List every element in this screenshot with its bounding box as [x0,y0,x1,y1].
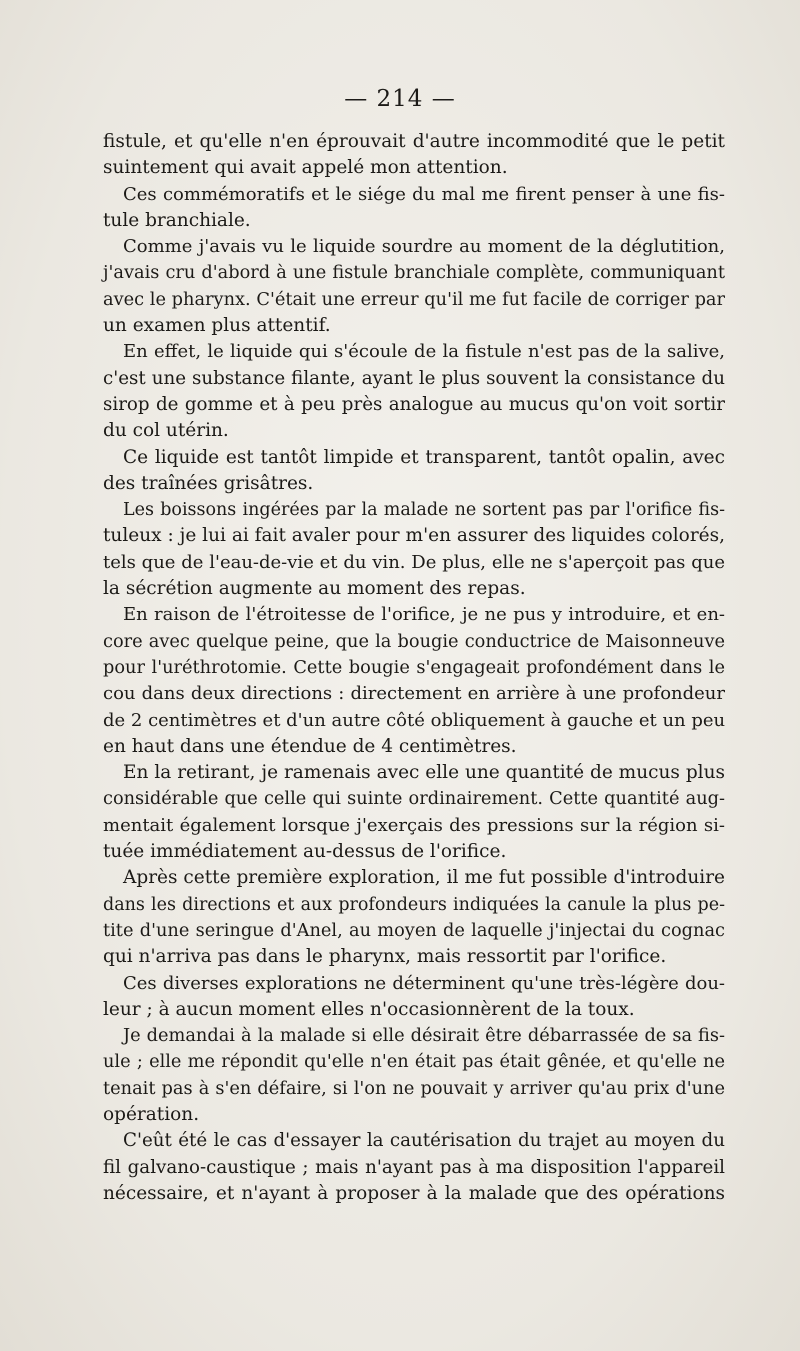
text-line: nécessaire, et n'ayant à proposer à la malade que des opérations [103,1182,725,1204]
text-line: fistule, et qu'elle n'en éprouvait d'autre incommodité que le petit [103,131,725,152]
text-line: avec le pharynx. C'était une erreur qu'il me fut facile de corriger par [103,289,725,310]
text-line: Ce liquide est tantôt limpide et transparent, tantôt opalin, avec [123,446,725,468]
text-line: c'est une substance filante, ayant le plus souvent la consistance du [103,367,725,389]
text-line: pour l'uréthrotomie. Cette bougie s'engageait profondément dans le [103,657,725,678]
text-line: tels que de l'eau-de-vie et du vin. De plus, elle ne s'aperçoit pas que [103,551,725,573]
text-line: en haut dans une étendue de 4 centimètres. [103,735,517,757]
text-line: j'avais cru d'abord à une fistule branchiale complète, communiquant [103,263,725,284]
text-line: sirop de gomme et à peu près analogue au mucus qu'on voit sortir [103,393,725,415]
text-line: En effet, le liquide qui s'écoule de la fistule n'est pas de la salive, [123,341,725,363]
text-line: leur ; à aucun moment elles n'occasionnèrent de la toux. [103,998,635,1020]
text-line: Ces commémoratifs et le siége du mal me firent penser à une fis- [123,183,725,205]
text-line: dans les directions et aux profondeurs indiquées la canule la plus pe- [103,894,725,915]
text-line: du col utérin. [103,420,229,442]
text-line: mentait également lorsque j'exerçais des pressions sur la région si- [103,814,725,836]
text-line: Les boissons ingérées par la malade ne sortent pas par l'orifice fis- [123,500,725,521]
text-line: tuée immédiatement au-dessus de l'orifice. [103,841,507,863]
text-line: un examen plus attentif. [103,315,331,337]
text-line: tule branchiale. [103,209,251,231]
text-line: En la retirant, je ramenais avec elle une quantité de mucus plus [123,762,725,784]
text-line: En raison de l'étroitesse de l'orifice, je ne pus y introduire, et en- [123,604,725,626]
body-text [103,129,725,1207]
text-line: Après cette première exploration, il me fut possible d'introduire [123,867,725,889]
text-line: opération. [103,1103,200,1125]
text-line: qui n'arriva pas dans le pharynx, mais ressortit par l'orifice. [103,946,667,968]
text-line: cou dans deux directions : directement en arrière à une profondeur [103,683,725,705]
text-line: Ces diverses explorations ne déterminent qu'une très-légère dou- [123,972,725,994]
text-line: Je demandai à la malade si elle désirait être débarrassée de sa fis- [123,1026,725,1047]
text-line: tite d'une seringue d'Anel, au moyen de laquelle j'injectai du cognac [103,920,725,941]
text-line: la sécrétion augmente au moment des repas. [103,578,526,600]
text-line: ule ; elle me répondit qu'elle n'en était pas était gênée, et qu'elle ne [103,1052,725,1073]
text-line: C'eût été le cas d'essayer la cautérisation du trajet au moyen du [123,1130,725,1152]
text-line: Comme j'avais vu le liquide sourdre au moment de la déglutition, [123,236,725,258]
text-line: core avec quelque peine, que la bougie conductrice de Maisonneuve [103,631,725,652]
text-line: considérable que celle qui suinte ordinairement. Cette quantité aug- [103,789,725,810]
text-line: fil galvano-caustique ; mais n'ayant pas à ma disposition l'appareil [103,1156,725,1178]
text-line: tuleux : je lui ai fait avaler pour m'en assurer des liquides colorés, [103,525,725,547]
page-number: — 214 — [344,86,456,112]
text-line: de 2 centimètres et d'un autre côté obliquement à gauche et un peu [103,709,726,731]
text-line: des traînées grisâtres. [103,472,314,494]
text-line: tenait pas à s'en défaire, si l'on ne pouvait y arriver qu'au prix d'une [103,1078,725,1099]
text-line: suintement qui avait appelé mon attention. [103,157,508,179]
